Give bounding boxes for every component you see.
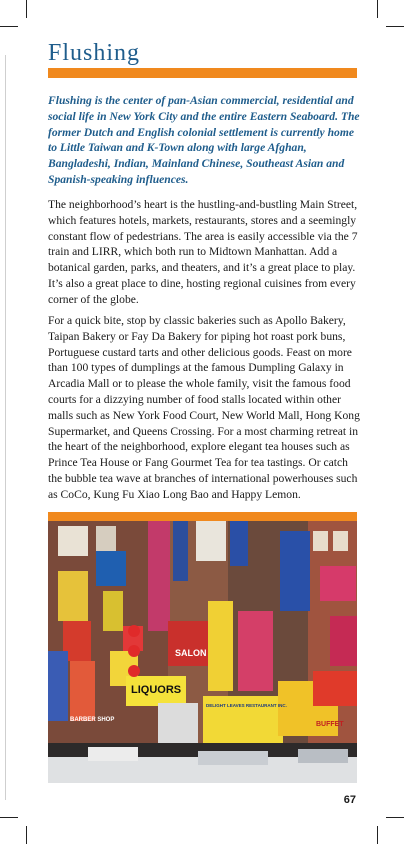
- crop-mark: [0, 817, 18, 818]
- sign-buffet: BUFFET: [316, 721, 344, 728]
- street-photo: [48, 521, 357, 783]
- sign-restaurant: DELIGHT LEAVES RESTAURANT INC.: [206, 703, 287, 708]
- page-number: 67: [343, 794, 356, 806]
- body-paragraph-2: For a quick bite, stop by classic bakeries such as Apollo Bakery, Taipan Bakery or Fay Da Bakery for piping hot roast pork buns, Portuguese custard tarts and other delicious goods. Feast on more than 100 types of dumplings at the famous Dumpling Galaxy in Arcadia Mall or to please the whole family, visit the famous food courts for a dizzying number of food stalls located within other malls such as New York Food Court, New World Mall, Hong Kong Supermarket, and Queens Crossing. For a most charming retreat in the heart of the neighborhood, explore elegant tea houses such as Prince Tea House or Fang Gourmet Tea for tea tastings. Or catch the bubble tea wave at branches of international powerhouses such as CoCo, Kung Fu Xiao Long Bao and Happy Lemon.: [48, 314, 360, 501]
- crop-mark: [0, 26, 18, 27]
- crop-mark: [26, 826, 27, 844]
- page-title: Flushing: [48, 40, 141, 66]
- title-rule: [48, 68, 357, 78]
- page-edge-line: [5, 55, 6, 800]
- sign-barber: BARBER SHOP: [70, 717, 115, 723]
- sign-salon: SALON: [175, 648, 207, 658]
- crop-mark: [386, 26, 404, 27]
- crop-mark: [386, 817, 404, 818]
- intro-paragraph: Flushing is the center of pan-Asian commercial, residential and social life in New York City and the entire Eastern Seaboard. The former Dutch and English colonial settlement is currently home to Little Taiwan and K-Town along with large Afghan, Bangladeshi, Indian, Mainland Chinese, Southeast Asian and Spanish-speaking influences.: [48, 94, 360, 186]
- photo-top-rule: [48, 512, 357, 521]
- crop-mark: [377, 826, 378, 844]
- sign-liquors: LIQUORS: [131, 684, 182, 696]
- crop-mark: [26, 0, 27, 18]
- crop-mark: [377, 0, 378, 18]
- body-paragraph-1: The neighborhood’s heart is the hustling-and-bustling Main Street, which features hotels, markets, restaurants, stores and a seemingly constant flow of pedestrians. The area is easily accessible via the 7 train and LIRR, which both run to Midtown Manhattan. Add a botanical garden, parks, and theaters, and it’s a great place to play. It’s also a great place to dine, hosting regional cuisines from every corner of the globe.: [48, 198, 358, 306]
